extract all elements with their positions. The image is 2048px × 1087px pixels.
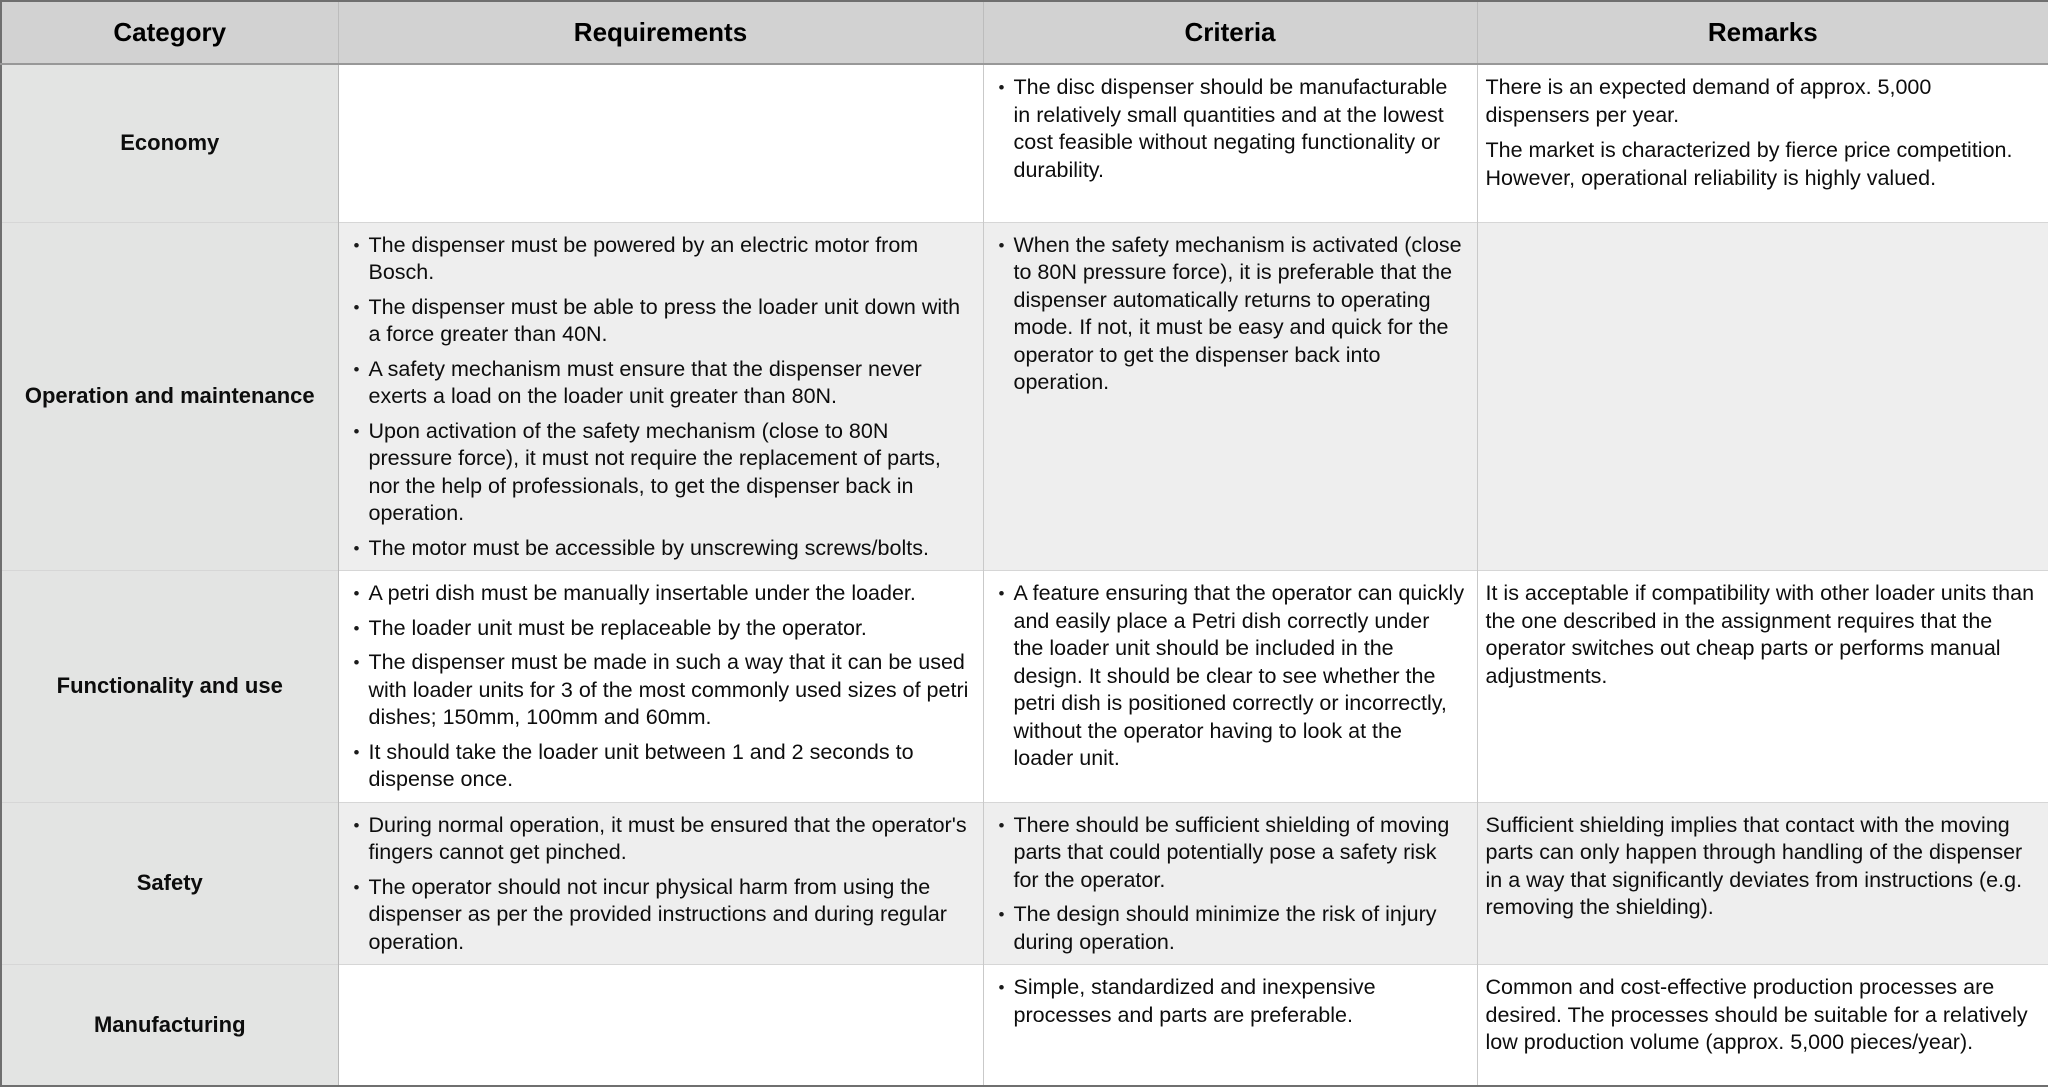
requirements-list: [347, 232, 971, 563]
criteria-cell: [983, 64, 1477, 222]
remarks-cell: [1477, 571, 2048, 803]
criteria-list: [992, 812, 1465, 957]
remarks-paragraph: The market is characterized by fierce price competition. However, operational reliability is highly valued.: [1485, 138, 2013, 190]
table-row: [1, 222, 2048, 571]
requirement-item: • A safety mechanism must ensure that the dispenser never exerts a load on the loader unit greater than 80N.: [347, 356, 971, 411]
table-row: [1, 965, 2048, 1086]
header-category: Category: [1, 1, 338, 64]
table-header: [1, 1, 2048, 64]
requirement-item: • The dispenser must be able to press the loader unit down with a force greater than 40N.: [347, 294, 971, 349]
requirement-item: • The motor must be accessible by unscrewing screws/bolts.: [347, 535, 971, 563]
remarks-cell: [1477, 965, 2048, 1086]
remarks-paragraph: Common and cost-effective production processes are desired. The processes should be suitable for a relatively low production volume (approx. 5,000 pieces/year).: [1485, 975, 2028, 1055]
remarks-cell: [1477, 222, 2048, 571]
header-requirements: Requirements: [338, 1, 983, 64]
criteria-cell: [983, 222, 1477, 571]
table-row: [1, 571, 2048, 803]
requirement-item: • The loader unit must be replaceable by the operator.: [347, 615, 971, 643]
table-row: [1, 64, 2048, 222]
header-row: [1, 1, 2048, 64]
criteria-list: [992, 580, 1465, 773]
table-body: [1, 64, 2048, 1086]
requirement-item: • During normal operation, it must be ensured that the operator's fingers cannot get pinched.: [347, 812, 971, 867]
criteria-cell: [983, 965, 1477, 1086]
header-criteria: Criteria: [983, 1, 1477, 64]
category-cell: Functionality and use: [1, 571, 338, 803]
category-cell: Operation and maintenance: [1, 222, 338, 571]
requirements-cell: [338, 571, 983, 803]
criteria-item: • The design should minimize the risk of injury during operation.: [992, 901, 1465, 956]
remarks-paragraph: Sufficient shielding implies that contact with the moving parts can only happen through handling of the dispenser in a way that significantly deviates from instructions (e.g. removing the shielding).: [1485, 812, 2023, 920]
criteria-item: • The disc dispenser should be manufacturable in relatively small quantities and at the lowest cost feasible without negating functionality or durability.: [992, 74, 1465, 184]
criteria-item: • A feature ensuring that the operator can quickly and easily place a Petri dish correctly under the loader unit should be included in the design. It should be clear to see whether the petri dish is positioned correctly or incorrectly, without the operator having to look at the loader unit.: [992, 580, 1465, 773]
criteria-list: [992, 232, 1465, 397]
requirements-cell: [338, 802, 983, 965]
remarks-paragraph: There is an expected demand of approx. 5,000 dispensers per year.: [1485, 75, 1932, 127]
table-row: [1, 802, 2048, 965]
category-cell: Economy: [1, 64, 338, 222]
criteria-cell: [983, 802, 1477, 965]
remarks-cell: [1477, 802, 2048, 965]
requirements-cell: [338, 64, 983, 222]
criteria-item: • Simple, standardized and inexpensive processes and parts are preferable.: [992, 974, 1465, 1029]
requirement-item: • It should take the loader unit between 1 and 2 seconds to dispense once.: [347, 739, 971, 794]
requirements-list: [347, 580, 971, 794]
header-remarks: Remarks: [1477, 1, 2048, 64]
criteria-item: • There should be sufficient shielding of moving parts that could potentially pose a safety risk for the operator.: [992, 812, 1465, 895]
requirement-item: • Upon activation of the safety mechanism (close to 80N pressure force), it must not require the replacement of parts, nor the help of professionals, to get the dispenser back in operation.: [347, 418, 971, 528]
requirement-item: • The operator should not incur physical harm from using the dispenser as per the provided instructions and during regular operation.: [347, 874, 971, 957]
remarks-paragraph: It is acceptable if compatibility with other loader units than the one described in the assignment requires that the operator switches out cheap parts or performs manual adjustments.: [1485, 581, 2035, 688]
criteria-item: • When the safety mechanism is activated (close to 80N pressure force), it is preferable that the dispenser automatically returns to operating mode. If not, it must be easy and quick for the operator to get the dispenser back into operation.: [992, 232, 1465, 397]
requirements-cell: [338, 965, 983, 1086]
requirements-list: [347, 812, 971, 957]
criteria-list: [992, 74, 1465, 184]
criteria-list: [992, 974, 1465, 1029]
requirements-cell: [338, 222, 983, 571]
requirement-item: • The dispenser must be powered by an electric motor from Bosch.: [347, 232, 971, 287]
requirement-item: • The dispenser must be made in such a way that it can be used with loader units for 3 of the most commonly used sizes of petri dishes; 150mm, 100mm and 60mm.: [347, 649, 971, 732]
criteria-cell: [983, 571, 1477, 803]
category-cell: Manufacturing: [1, 965, 338, 1086]
category-cell: Safety: [1, 802, 338, 965]
remarks-cell: [1477, 64, 2048, 222]
requirement-item: • A petri dish must be manually insertable under the loader.: [347, 580, 971, 608]
